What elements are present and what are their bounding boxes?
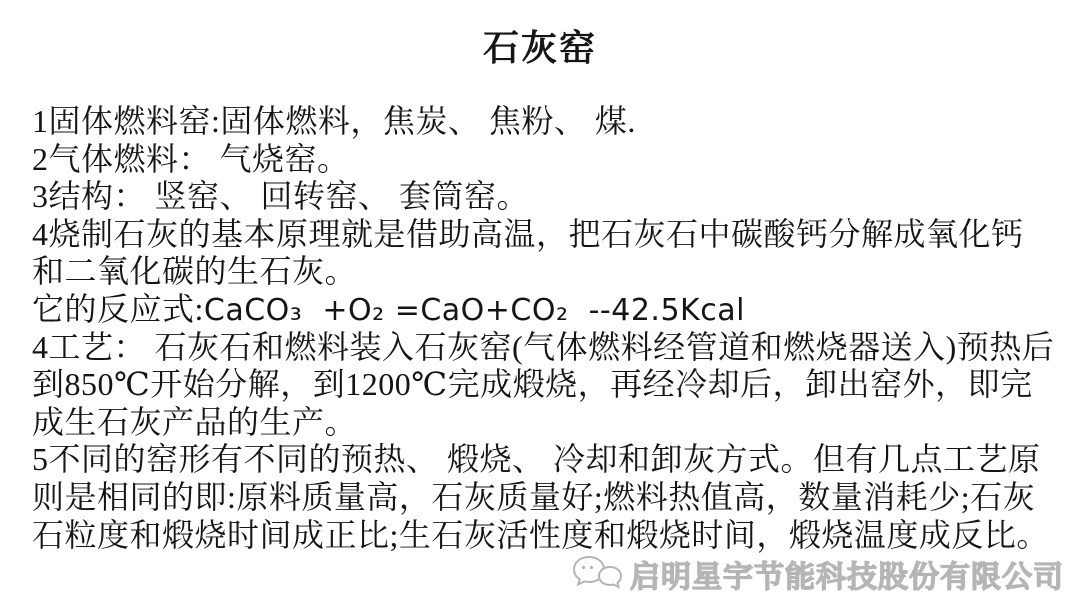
text-line: 石粒度和煅烧时间成正比;生石灰活性度和煅烧时间，煅烧温度成反比。 — [32, 516, 1049, 553]
text-line: 1固体燃料窑:固体燃料，焦炭、 焦粉、 煤. — [32, 103, 636, 139]
text-line: 则是相同的即:原料质量高，石灰质量好;燃料热值高，数量消耗少;石灰 — [32, 478, 1036, 515]
reaction-equation-formula: CaCO₃ +O₂ =CaO+CO₂ --42.5Kcal — [203, 292, 745, 328]
body-text — [32, 103, 1058, 554]
text-line: 4工艺： 石灰石和燃料装入石灰窑(气体燃料经管道和燃烧器送入)预热后 — [32, 328, 1055, 365]
page-title: 石灰窑 — [482, 28, 597, 68]
text-line: 和二氧化碳的生石灰。 — [32, 253, 358, 290]
text-line: 2气体燃料： 气烧窑。 — [32, 140, 350, 177]
text-line: 3结构： 竖窑、 回转窑、 套筒窑。 — [32, 178, 530, 215]
watermark-company-name: 启明星宇节能科技股份有限公司 — [630, 560, 1064, 595]
chat-bubbles-icon — [572, 553, 624, 595]
text-line: 4烧制石灰的基本原理就是借助高温，把石灰石中碳酸钙分解成氧化钙 — [32, 215, 1024, 252]
text-line: 到850℃开始分解，到1200℃完成煅烧，再经冷却后，卸出窑外，即完 — [32, 366, 1033, 403]
reaction-equation-prefix: 它的反应式: — [32, 290, 204, 327]
company-watermark — [572, 552, 1064, 596]
reaction-equation-line — [32, 291, 1058, 329]
text-line: 成生石灰产品的生产。 — [32, 403, 358, 440]
text-line: 5不同的窑形有不同的预热、 煅烧、 冷却和卸灰方式。但有几点工艺原 — [32, 441, 1041, 478]
